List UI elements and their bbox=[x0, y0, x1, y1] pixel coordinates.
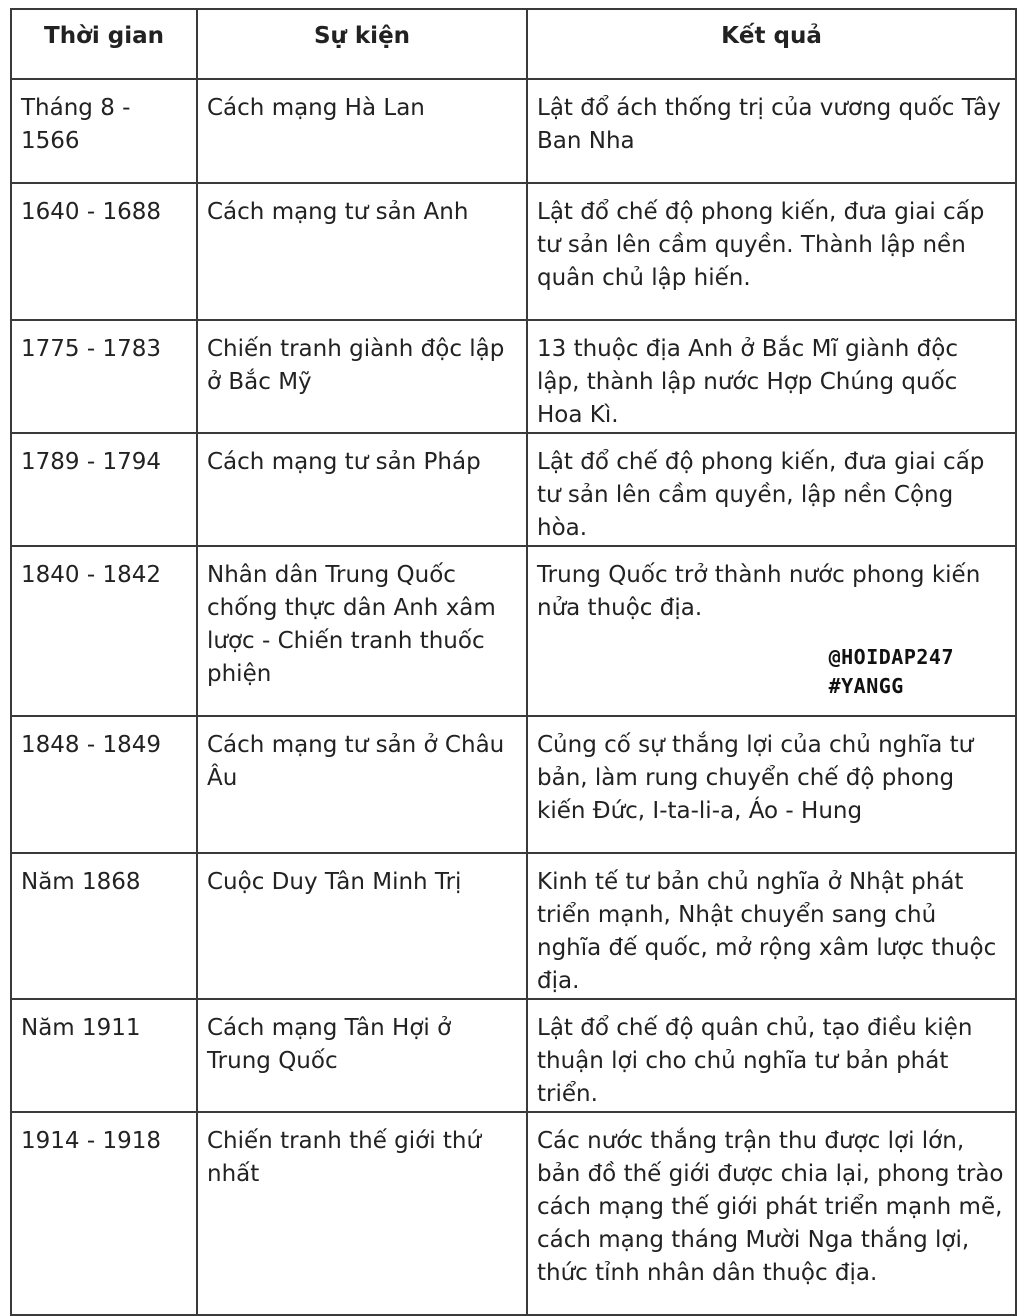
result-cell: Lật đổ ách thống trị của vương quốc Tây Ban Nha bbox=[527, 79, 1016, 183]
event-cell: Cách mạng Tân Hợi ở Trung Quốc bbox=[197, 999, 527, 1112]
time-cell: 1640 - 1688 bbox=[11, 183, 197, 320]
table-row bbox=[11, 79, 1016, 183]
time-cell: 1914 - 1918 bbox=[11, 1112, 197, 1315]
time-cell: Tháng 8 - 1566 bbox=[11, 79, 197, 183]
result-cell: Các nước thắng trận thu được lợi lớn, bản đồ thế giới được chia lại, phong trào cách mạng thế giới phát triển mạnh mẽ, cách mạng tháng Mười Nga thắng lợi, thức tỉnh nhân dân thuộc địa. bbox=[527, 1112, 1016, 1315]
result-cell: 13 thuộc địa Anh ở Bắc Mĩ giành độc lập, thành lập nước Hợp Chúng quốc Hoa Kì. bbox=[527, 320, 1016, 433]
header-time: Thời gian bbox=[11, 9, 197, 79]
watermark-line-2: #YANGG bbox=[828, 674, 904, 698]
header-result: Kết quả bbox=[527, 9, 1016, 79]
time-cell: 1775 - 1783 bbox=[11, 320, 197, 433]
time-cell: Năm 1868 bbox=[11, 853, 197, 999]
event-cell: Cách mạng Hà Lan bbox=[197, 79, 527, 183]
time-cell: 1789 - 1794 bbox=[11, 433, 197, 546]
result-cell: Lật đổ chế độ phong kiến, đưa giai cấp tư sản lên cầm quyền. Thành lập nền quân chủ lập hiến. bbox=[527, 183, 1016, 320]
table-row bbox=[11, 320, 1016, 433]
result-cell: Lật đổ chế độ phong kiến, đưa giai cấp tư sản lên cầm quyền, lập nền Cộng hòa. bbox=[527, 433, 1016, 546]
time-cell: Năm 1911 bbox=[11, 999, 197, 1112]
table-row bbox=[11, 1112, 1016, 1315]
event-cell: Chiến tranh giành độc lập ở Bắc Mỹ bbox=[197, 320, 527, 433]
event-cell: Cách mạng tư sản ở Châu Âu bbox=[197, 716, 527, 853]
table-row bbox=[11, 183, 1016, 320]
result-cell-content bbox=[537, 559, 1006, 698]
result-cell: Củng cố sự thắng lợi của chủ nghĩa tư bản, làm rung chuyển chế độ phong kiến Đức, I-ta-li-a, Áo - Hung bbox=[527, 716, 1016, 853]
watermark-line-1: @HOIDAP247 bbox=[828, 645, 954, 669]
result-cell bbox=[527, 546, 1016, 716]
time-cell: 1840 - 1842 bbox=[11, 546, 197, 716]
time-cell: 1848 - 1849 bbox=[11, 716, 197, 853]
table-row bbox=[11, 433, 1016, 546]
event-cell: Chiến tranh thế giới thứ nhất bbox=[197, 1112, 527, 1315]
history-events-table bbox=[10, 8, 1017, 1316]
table-header-row bbox=[11, 9, 1016, 79]
event-cell: Cách mạng tư sản Anh bbox=[197, 183, 527, 320]
result-cell: Kinh tế tư bản chủ nghĩa ở Nhật phát triển mạnh, Nhật chuyển sang chủ nghĩa đế quốc, mở rộng xâm lược thuộc địa. bbox=[527, 853, 1016, 999]
event-cell: Cuộc Duy Tân Minh Trị bbox=[197, 853, 527, 999]
table-row bbox=[11, 999, 1016, 1112]
result-cell: Lật đổ chế độ quân chủ, tạo điều kiện thuận lợi cho chủ nghĩa tư bản phát triển. bbox=[527, 999, 1016, 1112]
header-event: Sự kiện bbox=[197, 9, 527, 79]
result-text: Trung Quốc trở thành nước phong kiến nửa thuộc địa. bbox=[537, 562, 981, 621]
table-row bbox=[11, 716, 1016, 853]
table-row bbox=[11, 546, 1016, 716]
table-row bbox=[11, 853, 1016, 999]
event-cell: Cách mạng tư sản Pháp bbox=[197, 433, 527, 546]
event-cell: Nhân dân Trung Quốc chống thực dân Anh xâm lược - Chiến tranh thuốc phiện bbox=[197, 546, 527, 716]
watermark bbox=[829, 643, 954, 701]
